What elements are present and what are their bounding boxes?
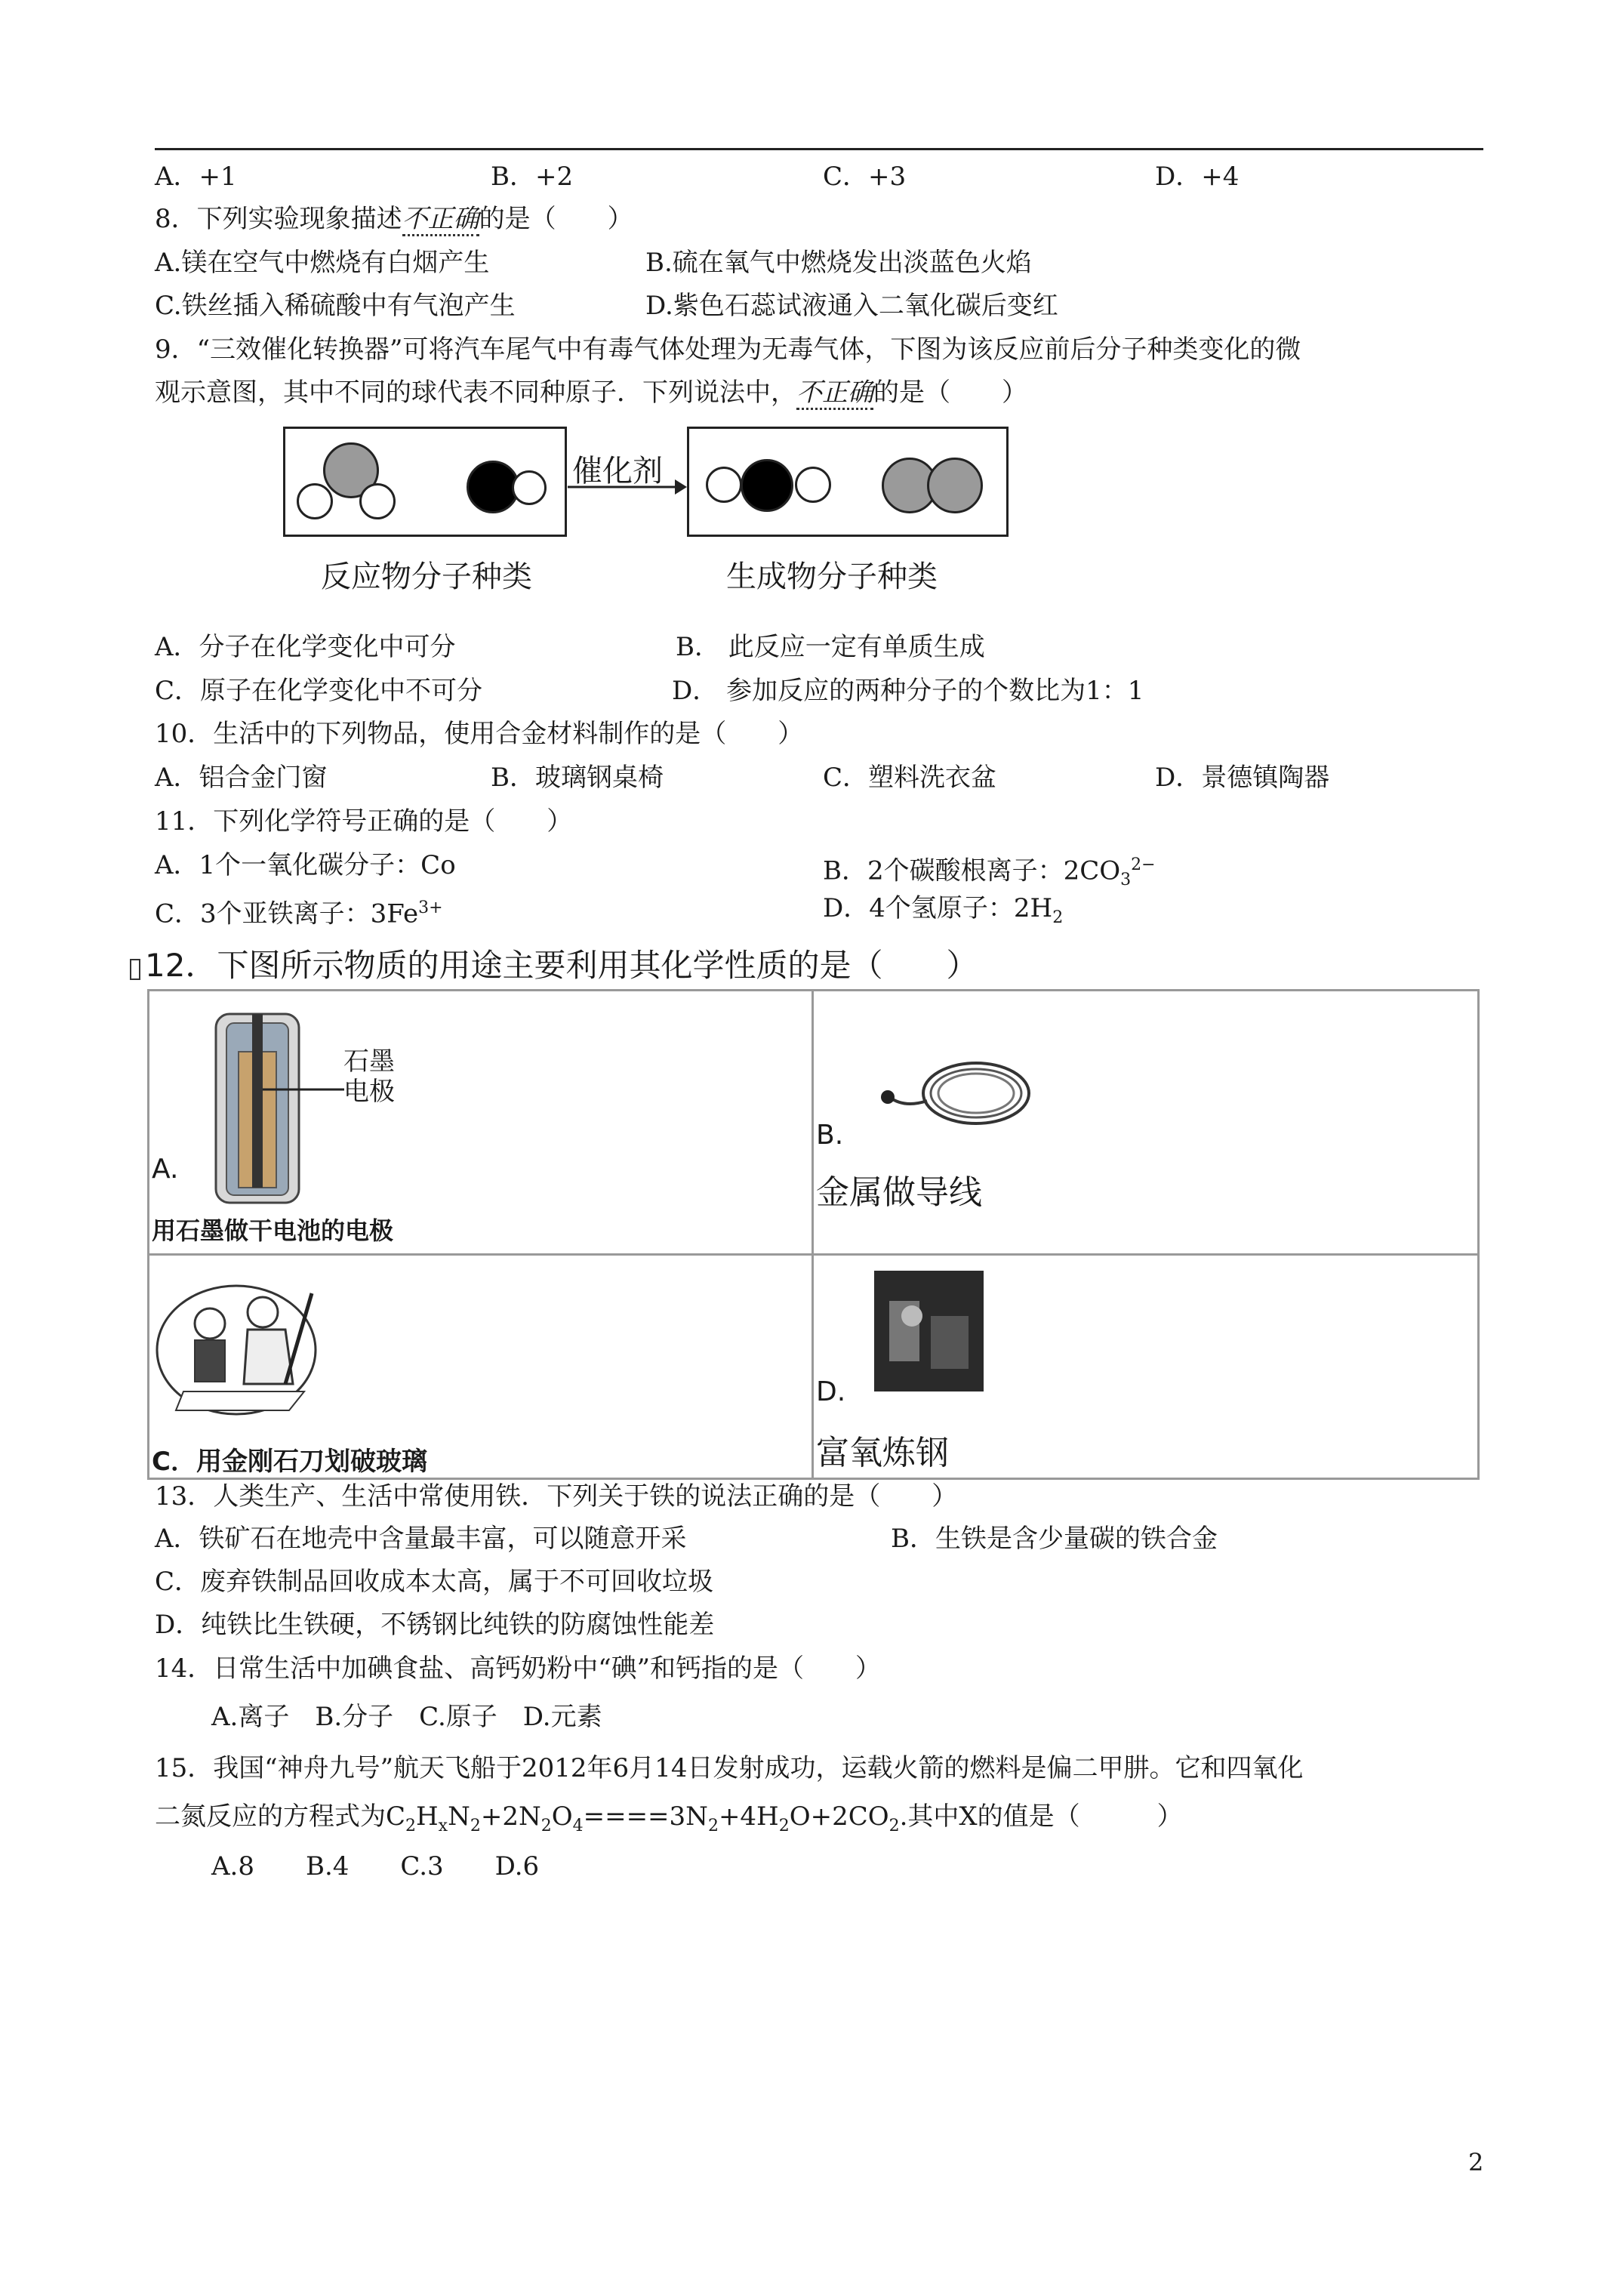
- q15-eq-sub-6: 2: [707, 1816, 719, 1835]
- q15-eq-part-g: +4H: [718, 1801, 779, 1832]
- q8-option-d: D.紫色石蕊试液通入二氧化碳后变红: [645, 291, 1058, 321]
- page-number: 2: [1468, 2148, 1484, 2177]
- q11-stem: 11．下列化学符号正确的是（ ）: [155, 806, 573, 837]
- q13-option-a: A．铁矿石在地壳中含量最丰富，可以随意开采: [155, 1524, 687, 1554]
- q15-eq-sub-2: x: [438, 1816, 448, 1835]
- product-box: [687, 427, 1009, 537]
- wire-coil-icon: [874, 1048, 1040, 1146]
- q11-option-d: [823, 892, 1063, 935]
- reactant-box: [283, 427, 567, 537]
- q7-option-b: B．+2: [491, 162, 574, 192]
- q15-eq-sub-1: 2: [405, 1816, 417, 1835]
- q13-option-d: D．纯铁比生铁硬，不锈钢比纯铁的防腐蚀性能差: [155, 1610, 715, 1640]
- q8-stem-suffix: 的是（ ）: [479, 204, 633, 234]
- q13-option-c: C．废弃铁制品回收成本太高，属于不可回收垃圾: [155, 1567, 714, 1597]
- q15-eq-part-i: .其中X的值是（ ）: [899, 1801, 1183, 1832]
- product-white-atom-1: [706, 467, 742, 503]
- steelmaking-photo: [874, 1271, 984, 1391]
- product-black-atom: [741, 459, 793, 512]
- q10-stem: 10．生活中的下列物品，使用合金材料制作的是（ ）: [155, 719, 804, 749]
- q9-stem-suffix: 的是（ ）: [873, 378, 1027, 408]
- reactant-white-atom-2: [359, 483, 396, 519]
- q10-option-d: D．景德镇陶器: [1155, 763, 1330, 793]
- q9-emphasis: 不正确: [796, 378, 873, 410]
- q11-option-b-sup: 2−: [1131, 855, 1156, 874]
- electrode-label: 电极: [343, 1077, 395, 1107]
- q15-eq-sub-8: 2: [888, 1816, 900, 1835]
- reaction-arrow-icon: [568, 476, 687, 498]
- q11-option-b: [823, 849, 1156, 897]
- q12-cell-c: [147, 1253, 815, 1480]
- q9-option-c: C．原子在化学变化中不可分: [155, 676, 483, 706]
- q8-stem: [155, 202, 633, 236]
- product-grey-atom-2: [927, 458, 983, 513]
- q12-cell-a-letter: A.: [152, 1154, 179, 1185]
- q12-image-grid: [147, 989, 1480, 1477]
- q8-emphasis: 不正确: [402, 204, 479, 236]
- q8-option-b: B.硫在氧气中燃烧发出淡蓝色火焰: [645, 248, 1032, 278]
- q12-cell-d-caption: 富氧炼钢: [816, 1434, 949, 1472]
- q15-eq-part-f: ====3N: [583, 1801, 708, 1832]
- q7-option-c: C．+3: [823, 162, 907, 192]
- q15-eq-sub-3: 2: [470, 1816, 481, 1835]
- glass-cutter-illustration: [153, 1271, 334, 1422]
- q14-stem: 14．日常生活中加碘食盐、高钙奶粉中“碘”和钙指的是（ ）: [155, 1653, 882, 1684]
- q15-eq-part-a: 二氮反应的方程式为C: [155, 1801, 406, 1832]
- q14-options: A.离子 B.分子 C.原子 D.元素: [211, 1702, 602, 1732]
- q12-cell-b-caption: 金属做导线: [816, 1173, 982, 1212]
- q9-stem-line2: [155, 376, 1027, 409]
- anchor-marker: [130, 959, 140, 980]
- q10-option-b: B．玻璃钢桌椅: [491, 763, 664, 793]
- q15-eq-sub-5: 4: [572, 1816, 584, 1835]
- q12-stem: 12．下图所示物质的用途主要利用其化学性质的是（ ）: [145, 947, 978, 984]
- q15-eq-part-c: N: [448, 1801, 470, 1832]
- q15-eq-part-e: O: [551, 1801, 573, 1832]
- q10-option-a: A．铝合金门窗: [155, 763, 328, 793]
- q8-stem-prefix: 8．下列实验现象描述: [155, 204, 402, 234]
- q15-eq-sub-4: 2: [540, 1816, 552, 1835]
- q9-option-b: B． 此反应一定有单质生成: [676, 632, 985, 662]
- reactant-label: 反应物分子种类: [321, 559, 532, 594]
- q8-option-a: A.镁在空气中燃烧有白烟产生: [155, 248, 490, 278]
- q12-cell-d-letter: D.: [816, 1376, 846, 1407]
- q15-eq-sub-7: 2: [778, 1816, 790, 1835]
- header-rule: [155, 148, 1483, 150]
- q11-option-c-sup: 3+: [418, 898, 443, 917]
- q13-stem: 13．人类生产、生活中常使用铁．下列关于铁的说法正确的是（ ）: [155, 1481, 958, 1512]
- q15-eq-part-d: +2N: [480, 1801, 541, 1832]
- q7-option-a: A．+1: [155, 162, 237, 192]
- q12-cell-c-caption: C．用金刚石刀划破玻璃: [152, 1447, 427, 1477]
- q12-cell-b-letter: B.: [816, 1120, 844, 1151]
- q15-stem-line1: 15．我国“神舟九号”航天飞船于2012年6月14日发射成功，运载火箭的燃料是偏二甲肼。它和四氧化: [155, 1753, 1304, 1783]
- q15-options: A.8 B.4 C.3 D.6: [211, 1851, 540, 1881]
- q9-option-a: A．分子在化学变化中可分: [155, 632, 456, 662]
- q7-option-d: D．+4: [1155, 162, 1240, 192]
- q11-option-a: A．1个一氧化碳分子：Co: [155, 850, 456, 880]
- q12-cell-d: [812, 1253, 1480, 1480]
- product-white-atom-2: [795, 467, 831, 503]
- q9-option-d: D． 参加反应的两种分子的个数比为1：1: [672, 676, 1144, 706]
- q11-option-b-text: B．2个碳酸根离子：2CO: [823, 855, 1121, 886]
- q8-option-c: C.铁丝插入稀硫酸中有气泡产生: [155, 291, 516, 321]
- catalyst-label: 催化剂: [572, 454, 663, 488]
- q11-option-c-text: C．3个亚铁离子：3Fe: [155, 898, 419, 929]
- q12-cell-a-caption: 用石墨做干电池的电极: [152, 1216, 394, 1245]
- q11-option-d-text: D．4个氢原子：2H: [823, 893, 1053, 923]
- q15-eq-part-h: O+2CO: [789, 1801, 889, 1832]
- q9-stem-line1: 9．“三效催化转换器”可将汽车尾气中有毒气体处理为无毒气体，下图为该反应前后分子种类变化的微: [155, 334, 1301, 365]
- q15-stem-line2: [155, 1800, 1183, 1843]
- q11-option-c: [155, 892, 443, 930]
- q12-cell-b: [812, 989, 1480, 1257]
- q12-cell-a: [147, 989, 815, 1257]
- q15-eq-part-b: H: [416, 1801, 439, 1832]
- battery-icon: [193, 1006, 344, 1210]
- q10-option-c: C．塑料洗衣盆: [823, 763, 997, 793]
- reactant-white-atom-3: [512, 470, 547, 505]
- q11-option-b-sub: 3: [1120, 871, 1132, 890]
- product-label: 生成物分子种类: [726, 559, 938, 594]
- q9-stem-prefix: 观示意图，其中不同的球代表不同种原子．下列说法中，: [155, 378, 796, 408]
- graphite-label: 石墨: [343, 1046, 395, 1077]
- reactant-white-atom-1: [297, 483, 333, 519]
- q13-option-b: B．生铁是含少量碳的铁合金: [891, 1524, 1218, 1554]
- q11-option-d-sub: 2: [1052, 908, 1064, 927]
